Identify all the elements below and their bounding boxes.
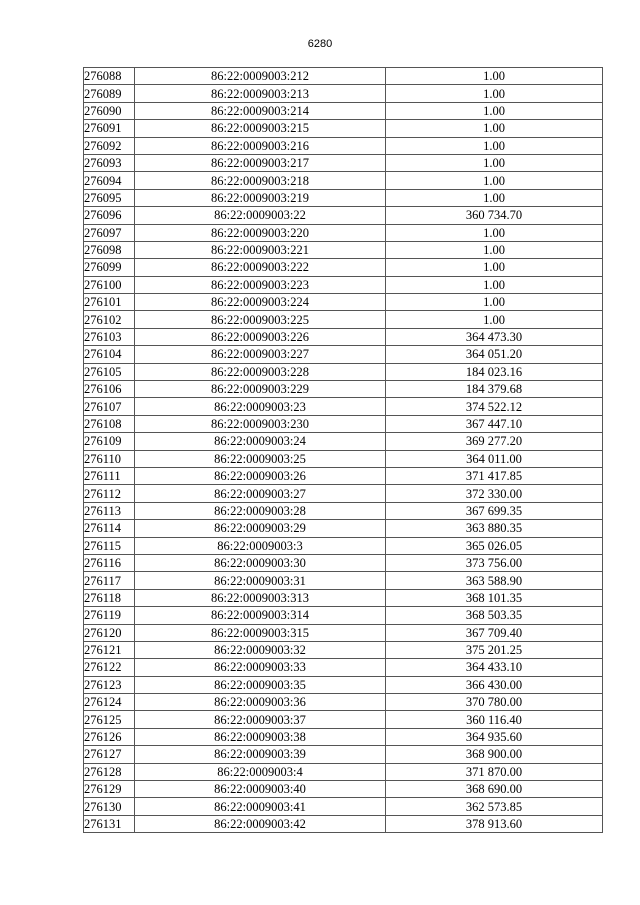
row-number-cell: 276108 (84, 415, 135, 432)
table-row (84, 485, 603, 502)
cadastral-number-cell: 86:22:0009003:226 (135, 328, 386, 345)
cadastral-number-cell: 86:22:0009003:29 (135, 520, 386, 537)
table-row (84, 207, 603, 224)
table-row (84, 572, 603, 589)
table-row (84, 502, 603, 519)
table-row (84, 624, 603, 641)
cadastral-number-cell: 86:22:0009003:22 (135, 207, 386, 224)
table-row (84, 294, 603, 311)
row-number-cell: 276097 (84, 224, 135, 241)
cadastral-value-cell: 184 379.68 (386, 381, 603, 398)
table-row (84, 276, 603, 293)
table-row (84, 746, 603, 763)
cadastral-value-cell: 367 447.10 (386, 415, 603, 432)
cadastral-value-cell: 362 573.85 (386, 798, 603, 815)
table-row (84, 520, 603, 537)
cadastral-number-cell: 86:22:0009003:219 (135, 189, 386, 206)
table-row (84, 259, 603, 276)
row-number-cell: 276115 (84, 537, 135, 554)
table-row (84, 381, 603, 398)
cadastral-number-cell: 86:22:0009003:212 (135, 68, 386, 85)
row-number-cell: 276131 (84, 815, 135, 832)
cadastral-number-cell: 86:22:0009003:23 (135, 398, 386, 415)
table-row (84, 241, 603, 258)
cadastral-number-cell: 86:22:0009003:213 (135, 85, 386, 102)
cadastral-value-cell: 369 277.20 (386, 433, 603, 450)
row-number-cell: 276107 (84, 398, 135, 415)
row-number-cell: 276104 (84, 346, 135, 363)
cadastral-number-cell: 86:22:0009003:225 (135, 311, 386, 328)
table-row (84, 711, 603, 728)
cadastral-number-cell: 86:22:0009003:221 (135, 241, 386, 258)
cadastral-value-cell: 371 870.00 (386, 763, 603, 780)
row-number-cell: 276099 (84, 259, 135, 276)
cadastral-number-cell: 86:22:0009003:30 (135, 554, 386, 571)
table-row (84, 728, 603, 745)
cadastral-value-cell: 374 522.12 (386, 398, 603, 415)
cadastral-number-cell: 86:22:0009003:223 (135, 276, 386, 293)
cadastral-number-cell: 86:22:0009003:315 (135, 624, 386, 641)
table-row (84, 450, 603, 467)
cadastral-number-cell: 86:22:0009003:217 (135, 154, 386, 171)
table-row (84, 85, 603, 102)
table-row (84, 398, 603, 415)
row-number-cell: 276122 (84, 659, 135, 676)
table-row (84, 659, 603, 676)
cadastral-value-cell: 363 588.90 (386, 572, 603, 589)
cadastral-value-cell: 1.00 (386, 241, 603, 258)
cadastral-number-cell: 86:22:0009003:228 (135, 363, 386, 380)
cadastral-value-cell: 364 011.00 (386, 450, 603, 467)
cadastral-value-cell: 1.00 (386, 259, 603, 276)
cadastral-value-cell: 1.00 (386, 120, 603, 137)
row-number-cell: 276121 (84, 641, 135, 658)
cadastral-number-cell: 86:22:0009003:222 (135, 259, 386, 276)
cadastral-value-cell: 375 201.25 (386, 641, 603, 658)
cadastral-number-cell: 86:22:0009003:25 (135, 450, 386, 467)
table-row (84, 467, 603, 484)
table-row (84, 172, 603, 189)
cadastral-value-cell: 1.00 (386, 172, 603, 189)
cadastral-value-cell: 368 690.00 (386, 781, 603, 798)
row-number-cell: 276110 (84, 450, 135, 467)
table-row (84, 554, 603, 571)
row-number-cell: 276102 (84, 311, 135, 328)
table-row (84, 763, 603, 780)
cadastral-number-cell: 86:22:0009003:3 (135, 537, 386, 554)
cadastral-value-cell: 1.00 (386, 154, 603, 171)
cadastral-number-cell: 86:22:0009003:214 (135, 102, 386, 119)
table-row (84, 694, 603, 711)
cadastral-number-cell: 86:22:0009003:216 (135, 137, 386, 154)
cadastral-number-cell: 86:22:0009003:26 (135, 467, 386, 484)
table-row (84, 102, 603, 119)
row-number-cell: 276130 (84, 798, 135, 815)
row-number-cell: 276123 (84, 676, 135, 693)
table-row (84, 798, 603, 815)
row-number-cell: 276093 (84, 154, 135, 171)
row-number-cell: 276094 (84, 172, 135, 189)
cadastral-number-cell: 86:22:0009003:32 (135, 641, 386, 658)
cadastral-value-cell: 364 051.20 (386, 346, 603, 363)
table-row (84, 363, 603, 380)
page-number: 6280 (307, 38, 333, 50)
cadastral-value-cell: 1.00 (386, 276, 603, 293)
cadastral-value-cell: 365 026.05 (386, 537, 603, 554)
row-number-cell: 276088 (84, 68, 135, 85)
cadastral-value-cell: 366 430.00 (386, 676, 603, 693)
cadastral-number-cell: 86:22:0009003:4 (135, 763, 386, 780)
table-row (84, 815, 603, 832)
table-row (84, 781, 603, 798)
table-row (84, 589, 603, 606)
cadastral-value-cell: 360 734.70 (386, 207, 603, 224)
cadastral-value-cell: 367 709.40 (386, 624, 603, 641)
cadastral-value-cell: 368 503.35 (386, 607, 603, 624)
row-number-cell: 276101 (84, 294, 135, 311)
cadastral-value-cell: 1.00 (386, 68, 603, 85)
cadastral-value-cell: 364 433.10 (386, 659, 603, 676)
table-row (84, 154, 603, 171)
row-number-cell: 276109 (84, 433, 135, 450)
cadastral-value-cell: 372 330.00 (386, 485, 603, 502)
table-row (84, 433, 603, 450)
cadastral-value-cell: 1.00 (386, 137, 603, 154)
row-number-cell: 276118 (84, 589, 135, 606)
cadastral-number-cell: 86:22:0009003:314 (135, 607, 386, 624)
cadastral-value-cell: 184 023.16 (386, 363, 603, 380)
cadastral-number-cell: 86:22:0009003:218 (135, 172, 386, 189)
cadastral-value-cell: 1.00 (386, 224, 603, 241)
table-row (84, 189, 603, 206)
cadastral-value-cell: 373 756.00 (386, 554, 603, 571)
row-number-cell: 276126 (84, 728, 135, 745)
row-number-cell: 276096 (84, 207, 135, 224)
cadastral-value-cell: 364 473.30 (386, 328, 603, 345)
row-number-cell: 276124 (84, 694, 135, 711)
table-row (84, 224, 603, 241)
row-number-cell: 276129 (84, 781, 135, 798)
table-row (84, 328, 603, 345)
cadastral-number-cell: 86:22:0009003:28 (135, 502, 386, 519)
cadastral-number-cell: 86:22:0009003:31 (135, 572, 386, 589)
row-number-cell: 276103 (84, 328, 135, 345)
row-number-cell: 276119 (84, 607, 135, 624)
cadastral-number-cell: 86:22:0009003:215 (135, 120, 386, 137)
cadastral-value-cell: 371 417.85 (386, 467, 603, 484)
row-number-cell: 276125 (84, 711, 135, 728)
cadastral-number-cell: 86:22:0009003:38 (135, 728, 386, 745)
table-row (84, 137, 603, 154)
row-number-cell: 276117 (84, 572, 135, 589)
row-number-cell: 276100 (84, 276, 135, 293)
cadastral-value-cell: 364 935.60 (386, 728, 603, 745)
cadastral-value-cell: 378 913.60 (386, 815, 603, 832)
row-number-cell: 276105 (84, 363, 135, 380)
cadastral-value-cell: 367 699.35 (386, 502, 603, 519)
cadastral-number-cell: 86:22:0009003:33 (135, 659, 386, 676)
row-number-cell: 276113 (84, 502, 135, 519)
row-number-cell: 276091 (84, 120, 135, 137)
cadastral-number-cell: 86:22:0009003:229 (135, 381, 386, 398)
cadastral-number-cell: 86:22:0009003:230 (135, 415, 386, 432)
cadastral-number-cell: 86:22:0009003:35 (135, 676, 386, 693)
table-row (84, 68, 603, 85)
row-number-cell: 276114 (84, 520, 135, 537)
row-number-cell: 276092 (84, 137, 135, 154)
row-number-cell: 276098 (84, 241, 135, 258)
row-number-cell: 276120 (84, 624, 135, 641)
cadastral-value-cell: 1.00 (386, 102, 603, 119)
row-number-cell: 276116 (84, 554, 135, 571)
table-row (84, 607, 603, 624)
row-number-cell: 276106 (84, 381, 135, 398)
row-number-cell: 276089 (84, 85, 135, 102)
table-row (84, 415, 603, 432)
cadastral-number-cell: 86:22:0009003:36 (135, 694, 386, 711)
row-number-cell: 276090 (84, 102, 135, 119)
table-row (84, 641, 603, 658)
table-row (84, 676, 603, 693)
table-row (84, 311, 603, 328)
row-number-cell: 276127 (84, 746, 135, 763)
cadastral-number-cell: 86:22:0009003:227 (135, 346, 386, 363)
cadastral-number-cell: 86:22:0009003:39 (135, 746, 386, 763)
cadastral-value-cell: 370 780.00 (386, 694, 603, 711)
cadastral-value-cell: 368 900.00 (386, 746, 603, 763)
row-number-cell: 276128 (84, 763, 135, 780)
table-row (84, 537, 603, 554)
cadastral-value-cell: 368 101.35 (386, 589, 603, 606)
cadastral-number-cell: 86:22:0009003:42 (135, 815, 386, 832)
cadastral-value-table (83, 67, 603, 833)
cadastral-value-cell: 360 116.40 (386, 711, 603, 728)
row-number-cell: 276111 (84, 467, 135, 484)
cadastral-number-cell: 86:22:0009003:40 (135, 781, 386, 798)
table-row (84, 120, 603, 137)
cadastral-number-cell: 86:22:0009003:224 (135, 294, 386, 311)
cadastral-value-cell: 1.00 (386, 294, 603, 311)
cadastral-number-cell: 86:22:0009003:313 (135, 589, 386, 606)
table-body (84, 68, 603, 833)
cadastral-number-cell: 86:22:0009003:37 (135, 711, 386, 728)
cadastral-number-cell: 86:22:0009003:41 (135, 798, 386, 815)
cadastral-value-cell: 1.00 (386, 311, 603, 328)
cadastral-number-cell: 86:22:0009003:220 (135, 224, 386, 241)
cadastral-number-cell: 86:22:0009003:24 (135, 433, 386, 450)
row-number-cell: 276095 (84, 189, 135, 206)
table-row (84, 346, 603, 363)
cadastral-value-cell: 1.00 (386, 85, 603, 102)
row-number-cell: 276112 (84, 485, 135, 502)
cadastral-number-cell: 86:22:0009003:27 (135, 485, 386, 502)
cadastral-value-cell: 1.00 (386, 189, 603, 206)
cadastral-value-cell: 363 880.35 (386, 520, 603, 537)
